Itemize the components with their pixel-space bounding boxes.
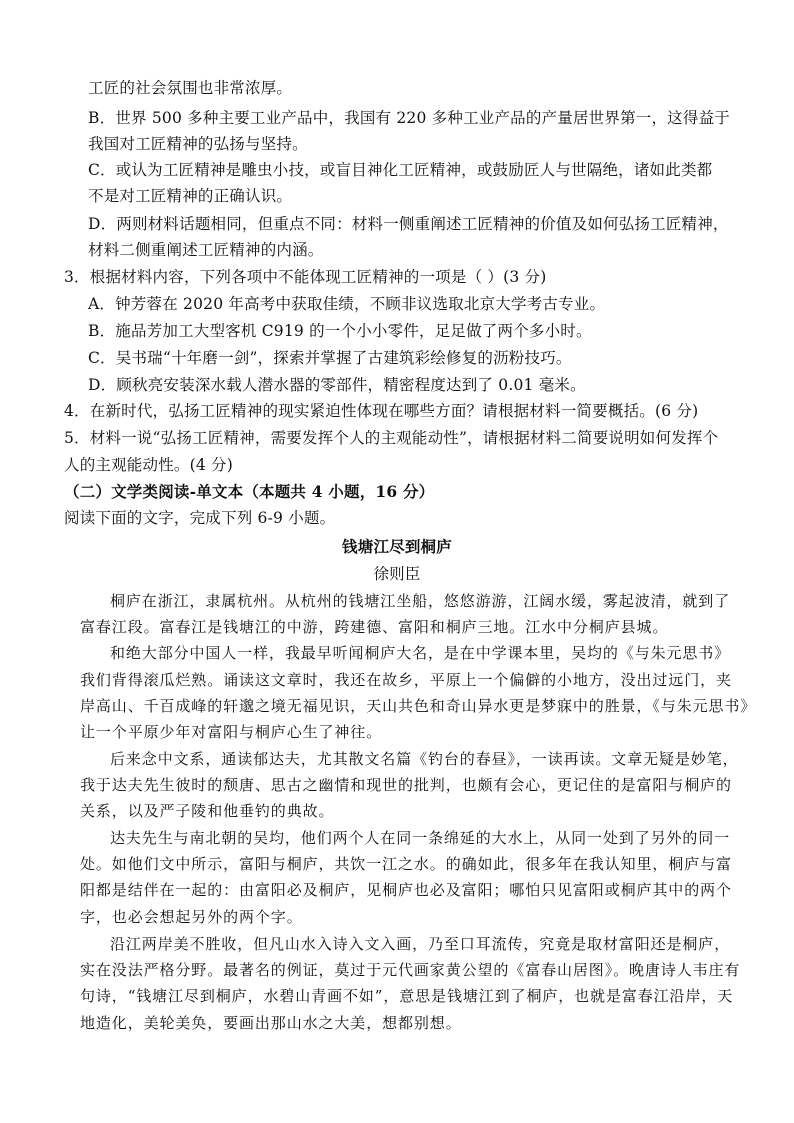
- option-d-line1: D．两则材料话题相同，但重点不同：材料一侧重阐述工匠精神的价值及如何弘扬工匠精神，: [88, 215, 729, 233]
- article-line: 富春江段。富春江是钱塘江的中游，跨建德、富阳和桐庐三地。江水中分桐庐县城。: [80, 618, 669, 636]
- reading-instruction: 阅读下面的文字，完成下列 6-9 小题。: [64, 509, 336, 527]
- question-3-option-c: C．吴书瑞“十年磨一剑”，探索并掌握了古建筑彩绘修复的沥粉技巧。: [88, 349, 572, 367]
- article-line: 达夫先生与南北朝的吴均，他们两个人在同一条绵延的大水上，从同一处到了另外的同一: [110, 829, 731, 847]
- article-line: 让一个平原少年对富阳与桐庐心生了神往。: [80, 723, 383, 741]
- passage-continuation: 工匠的社会氛围也非常浓厚。: [88, 79, 293, 97]
- option-c-line2: 不是对工匠精神的正确认识。: [88, 187, 293, 205]
- article-line: 我于达夫先生彼时的颓唐、思古之幽情和现世的批判，也颇有会心，更记住的是富阳与桐庐的: [80, 776, 732, 794]
- article-line: 处。如他们文中所示，富阳与桐庐，共饮一江之水。的确如此，很多年在我认知里，桐庐与富: [80, 855, 732, 873]
- article-line: 和绝大部分中国人一样，我最早听闻桐庐大名，是在中学课本里，吴均的《与朱元思书》: [110, 644, 731, 662]
- question-3-option-b: B．施品芳加工大型客机 C919 的一个小小零件，足足做了两个多小时。: [88, 322, 592, 340]
- article-title: 钱塘江尽到桐庐: [342, 537, 452, 556]
- article-line: 关系，以及严子陵和他垂钓的典故。: [80, 802, 335, 820]
- option-b-line2: 我国对工匠精神的弘扬与坚持。: [88, 135, 308, 153]
- article-line: 字，也必会想起另外的两个字。: [80, 908, 303, 926]
- article-line: 阳都是结伴在一起的：由富阳必及桐庐，见桐庐也必及富阳；哪怕只见富阳或桐庐其中的两个: [80, 881, 732, 899]
- section-heading: （二）文学类阅读-单文本（本题共 4 小题，16 分）: [64, 482, 435, 501]
- question-3-stem: 3．根据材料内容，下列各项中不能体现工匠精神的一项是（ ）(3 分): [64, 268, 547, 286]
- question-5-line1: 5．材料一说“弘扬工匠精神，需要发挥个人的主观能动性”，请根据材料二简要说明如何发挥个: [64, 429, 719, 447]
- question-5-line2: 人的主观能动性。(4 分): [64, 456, 233, 474]
- option-c-line1: C．或认为工匠精神是雕虫小技，或盲目神化工匠精神，或鼓励匠人与世隔绝，诸如此类都: [88, 161, 713, 179]
- question-3-option-d: D．顾秋亮安装深水载人潜水器的零部件，精密程度达到了 0.01 毫米。: [88, 376, 586, 394]
- question-3-option-a: A．钟芳蓉在 2020 年高考中获取佳绩，不顾非议选取北京大学考古专业。: [88, 295, 606, 313]
- article-line: 地造化，美轮美奂，要画出那山水之大美，想都别想。: [80, 1014, 462, 1032]
- article-line: 句诗，“钱塘江尽到桐庐，水碧山青画不如”，意思是钱塘江到了桐庐，也就是富春江沿岸，天: [80, 987, 734, 1005]
- article-line: 我们背得滚瓜烂熟。诵读这文章时，我还在故乡，平原上一个偏僻的小地方，没出过远门，夹: [80, 671, 732, 689]
- article-author: 徐则臣: [373, 565, 421, 583]
- option-d-line2: 材料二侧重阐述工匠精神的内涵。: [88, 241, 324, 259]
- article-line: 沿江两岸美不胜收，但凡山水入诗入文入画，乃至口耳流传，究竟是取材富阳还是桐庐，: [110, 935, 731, 953]
- option-b-line1: B．世界 500 多种主要工业产品中，我国有 220 多种工业产品的产量居世界第一，这得益于: [88, 109, 730, 127]
- article-line: 实在没法严格分野。最著名的例证，莫过于元代画家黄公望的《富春山居图》。晚唐诗人韦庄有: [80, 961, 741, 979]
- article-line: 后来念中文系，通读郁达夫，尤其散文名篇《钓台的春昼》，一读再读。文章无疑是妙笔，: [110, 750, 739, 768]
- question-4: 4．在新时代，弘扬工匠精神的现实紧迫性体现在哪些方面？请根据材料一简要概括。(6 分): [64, 402, 699, 420]
- article-line: 岸高山、千百成峰的轩邈之境无福见识，天山共色和奇山异水更是梦寐中的胜景，《与朱元思书》: [80, 697, 757, 715]
- article-line: 桐庐在浙江，隶属杭州。从杭州的钱塘江坐船，悠悠游游，江阔水缓，雾起波清，就到了: [110, 592, 731, 610]
